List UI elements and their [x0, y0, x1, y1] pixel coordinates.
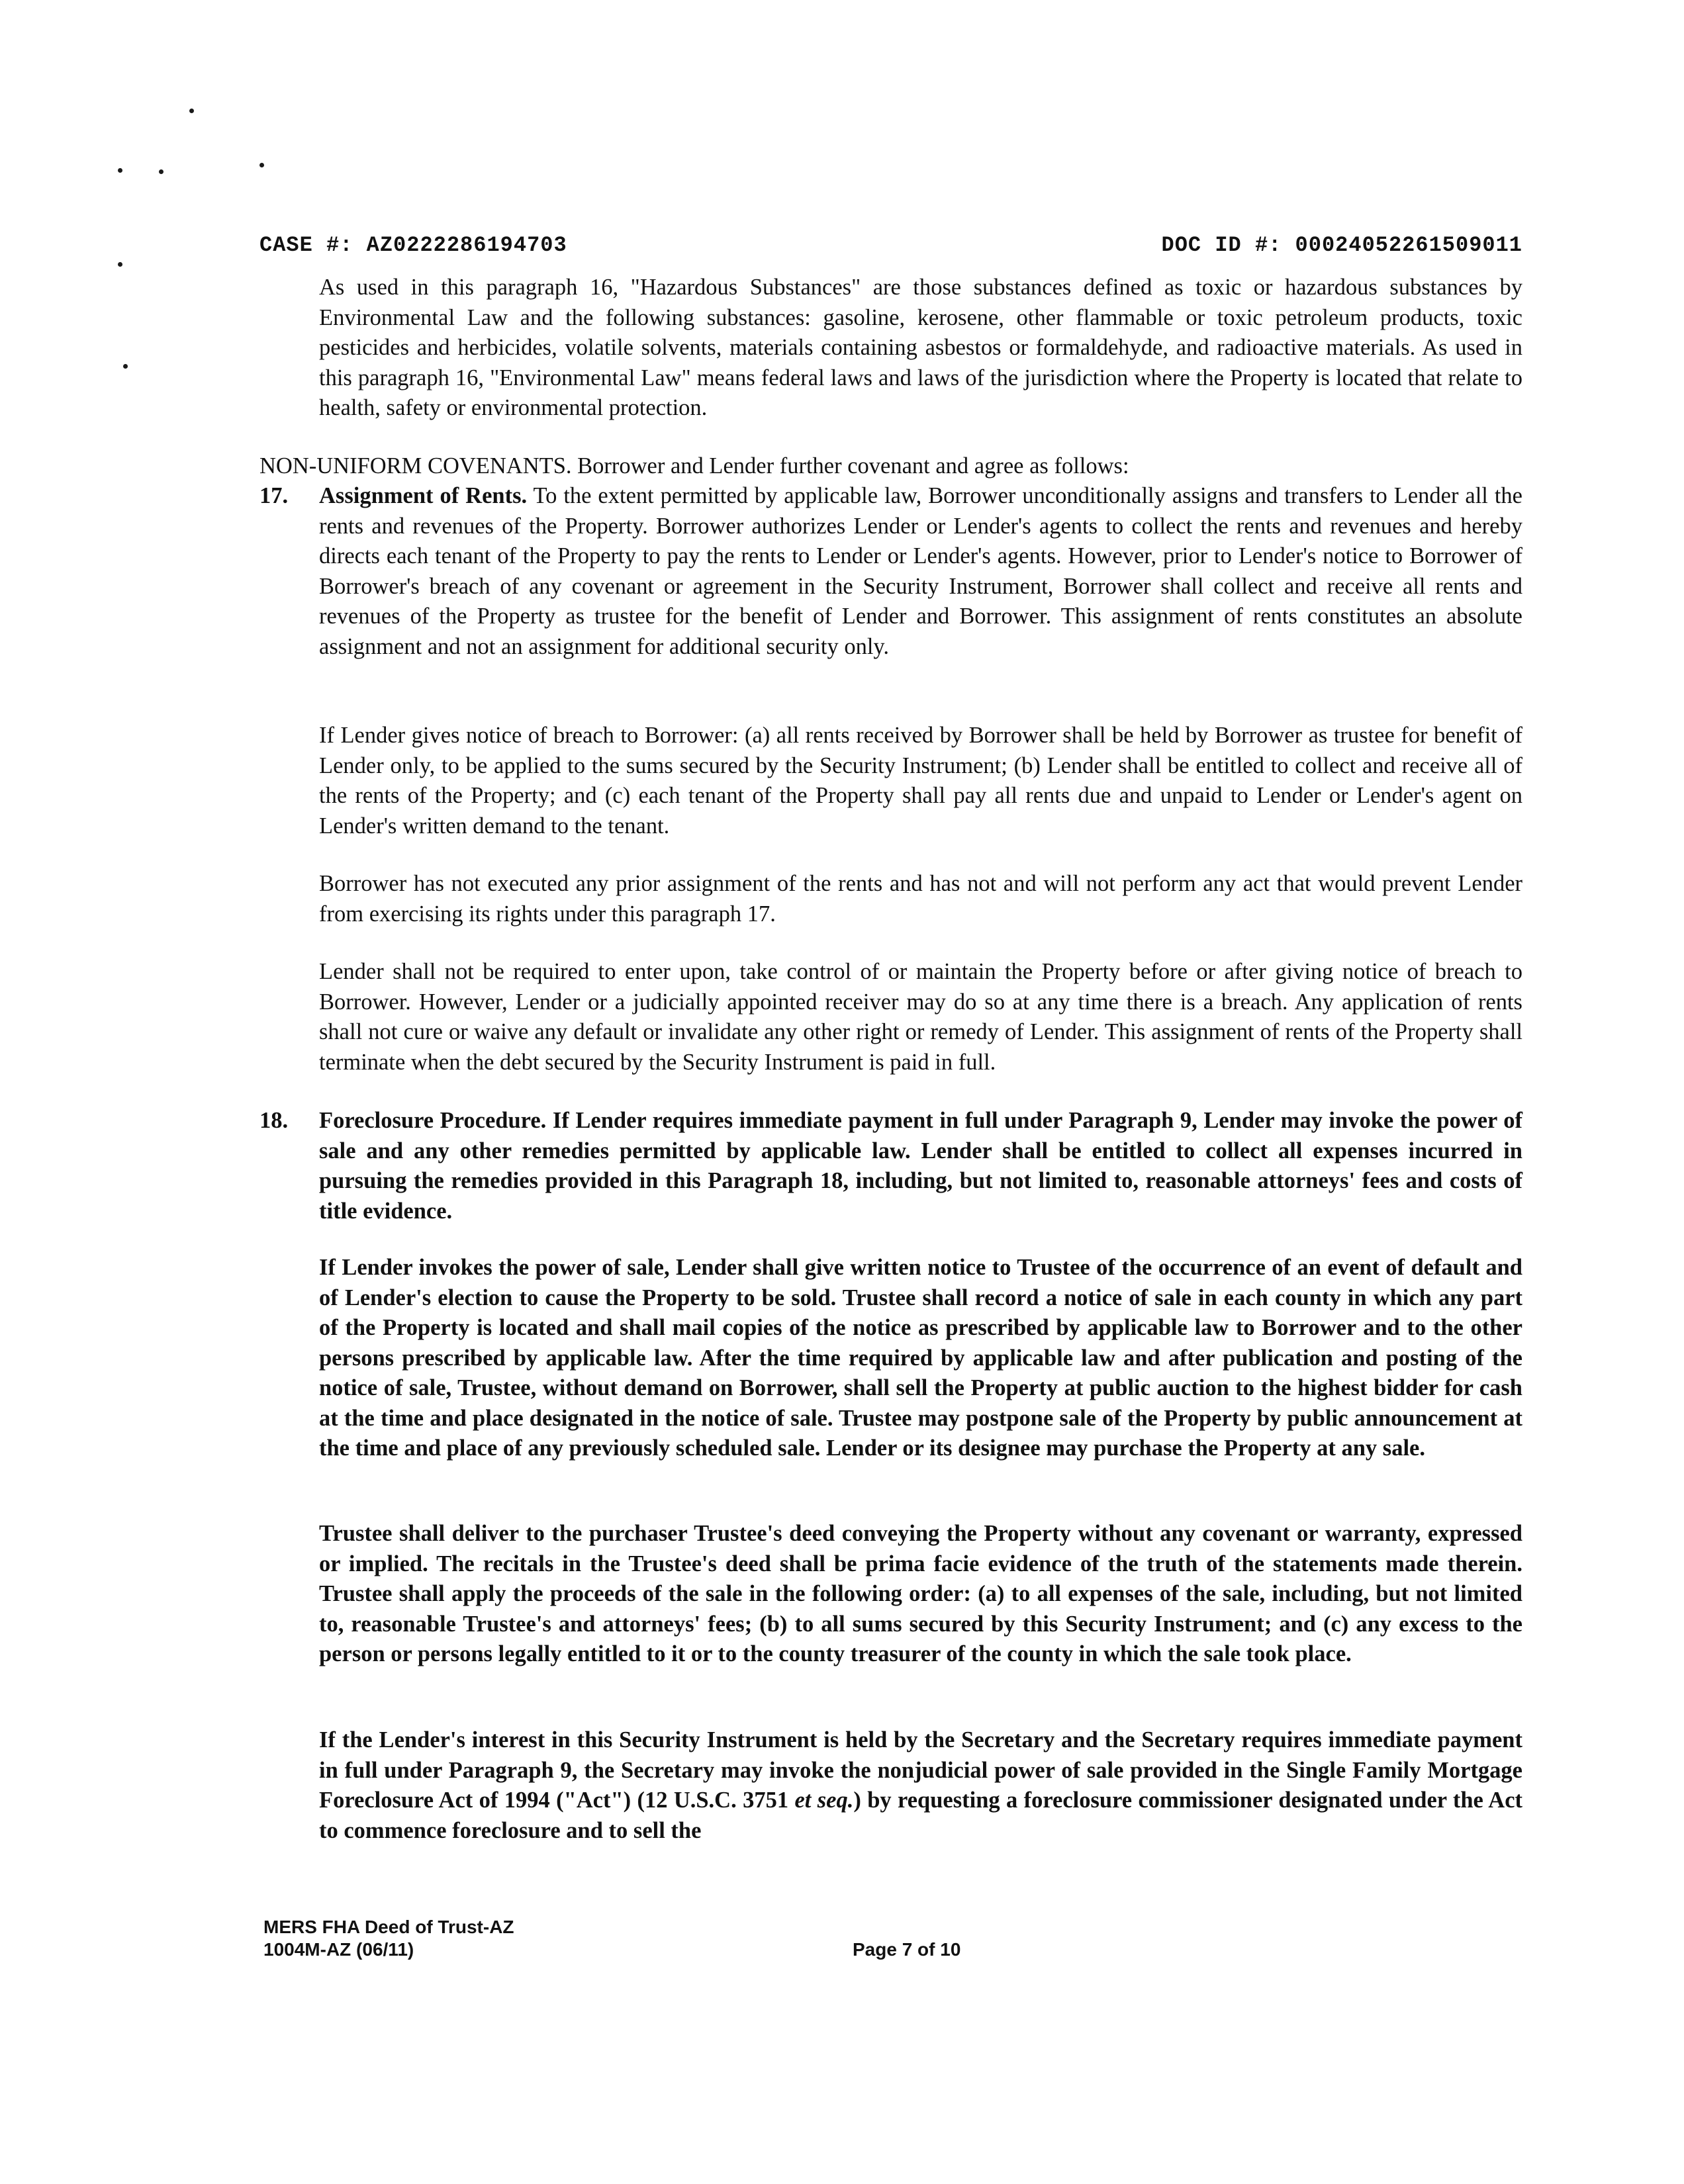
scan-speck	[259, 163, 264, 167]
page-number: Page 7 of 10	[853, 1939, 961, 1960]
section-18-p4-text-b: ) by requesting a foreclosure commissioner designated under the Act to commence foreclosure and to sell the	[319, 1788, 1522, 1843]
section-17-paragraph-4: Lender shall not be required to enter upon, take control of or maintain the Property before or after giving notice of breach to Borrower. However, Lender or a judicially appointed receiver may do so at any time there is a breach. Any application of rents shall not cure or waive any default or invalidate any other right or remedy of Lender. This assignment of rents of the Property shall terminate when the debt secured by the Security Instrument is paid in full.	[319, 959, 1522, 1075]
section-18-paragraph-3: Trustee shall deliver to the purchaser Trustee's deed conveying the Property without any covenant or warranty, expressed or implied. The recitals in the Trustee's deed shall be prima facie evidence of the truth of the statements made therein. Trustee shall apply the proceeds of the sale in the following order: (a) to all expenses of the sale, including, but not limited to, reasonable Trustee's and attorneys' fees; (b) to all sums secured by this Security Instrument; and (c) any excess to the person or persons legally entitled to it or to the county treasurer of the county in which the sale took place.	[319, 1521, 1522, 1666]
scan-speck	[123, 364, 128, 369]
doc-id: DOC ID #: 00024052261509011	[1161, 233, 1522, 257]
section-18-paragraph-4	[319, 1725, 1522, 1846]
form-name: MERS FHA Deed of Trust-AZ	[263, 1917, 514, 1937]
page-header	[259, 233, 1522, 262]
form-identifier	[263, 1916, 514, 1961]
section-17-title: Assignment of Rents.	[319, 483, 528, 508]
form-code: 1004M-AZ (06/11)	[263, 1939, 414, 1960]
section-17-paragraph-2: If Lender gives notice of breach to Borrower: (a) all rents received by Borrower shall be held by Borrower as trustee for benefit of Lender only, to be applied to the sums secured by the Security Instrument; (b) Lender shall be entitled to collect and receive all of the rents of the Property; and (c) each tenant of the Property shall pay all rents due and unpaid to Lender or Lender's agent on Lender's written demand to the tenant.	[319, 723, 1522, 839]
case-number: CASE #: AZ0222286194703	[259, 233, 567, 257]
section-17-paragraph-1	[319, 481, 1522, 662]
scan-speck	[189, 109, 194, 113]
section-18-title: Foreclosure Procedure.	[319, 1108, 547, 1133]
scan-speck	[118, 168, 122, 173]
scan-speck	[118, 262, 122, 267]
non-uniform-covenants-heading: NON-UNIFORM COVENANTS. Borrower and Lender further covenant and agree as follows:	[259, 453, 1129, 478]
section-18-text: If Lender requires immediate payment in full under Paragraph 9, Lender may invoke the power of sale and any other remedies permitted by applicable law. Lender shall be entitled to collect all expenses incurred in pursuing the remedies provided in this Paragraph 18, including, but not limited to, reasonable attorneys' fees and costs of title evidence.	[319, 1108, 1523, 1224]
paragraph-16-definitions: As used in this paragraph 16, "Hazardous Substances" are those substances defined as toxic or hazardous substances by Environmental Law and the following substances: gasoline, kerosene, other flammable or toxic petroleum products, toxic pesticides and herbicides, volatile solvents, materials containing asbestos or formaldehyde, and radioactive materials. As used in this paragraph 16, "Environmental Law" means federal laws and laws of the jurisdiction where the Property is located that relate to health, safety or environmental protection.	[319, 275, 1522, 420]
section-17-paragraph-3: Borrower has not executed any prior assignment of the rents and has not and will not perform any act that would prevent Lender from exercising its rights under this paragraph 17.	[319, 871, 1522, 927]
section-17-text: To the extent permitted by applicable law, Borrower unconditionally assigns and transfers to Lender all the rents and revenues of the Property. Borrower authorizes Lender or Lender's agents to collect the rents and revenues and hereby directs each tenant of the Property to pay the rents to Lender or Lender's agents. However, prior to Lender's notice to Borrower of Borrower's breach of any covenant or agreement in the Security Instrument, Borrower shall collect and receive all rents and revenues of the Property as trustee for the benefit of Lender and Borrower. This assignment of rents constitutes an absolute assignment and not an assignment for additional security only.	[319, 483, 1522, 659]
section-17-number: 17.	[259, 483, 289, 508]
scan-speck	[159, 169, 164, 174]
section-18-p4-text-a: If the Lender's interest in this Security Instrument is held by the Secretary and the Secretary requires immediate payment in full under Paragraph 9, the Secretary may invoke the nonjudicial power of sale provided in the Single Family Mortgage Foreclosure Act of 1994 ("Act") (12 U.S.C. 3751	[319, 1727, 1522, 1813]
section-18-paragraph-2: If Lender invokes the power of sale, Lender shall give written notice to Trustee of the occurrence of an event of default and of Lender's election to cause the Property to be sold. Trustee shall record a notice of sale in each county in which any part of the Property is located and shall mail copies of the notice as prescribed by applicable law to Borrower and to the other persons prescribed by applicable law. After the time required by applicable law and after publication and posting of the notice of sale, Trustee, without demand on Borrower, shall sell the Property at public auction to the highest bidder for cash at the time and place designated in the notice of sale. Trustee may postpone sale of the Property by public announcement at the time and place of any previously scheduled sale. Lender or its designee may purchase the Property at any sale.	[319, 1255, 1522, 1461]
section-18-paragraph-1	[319, 1106, 1522, 1226]
et-seq-citation: et seq.	[794, 1788, 854, 1813]
section-18-number: 18.	[259, 1108, 289, 1133]
